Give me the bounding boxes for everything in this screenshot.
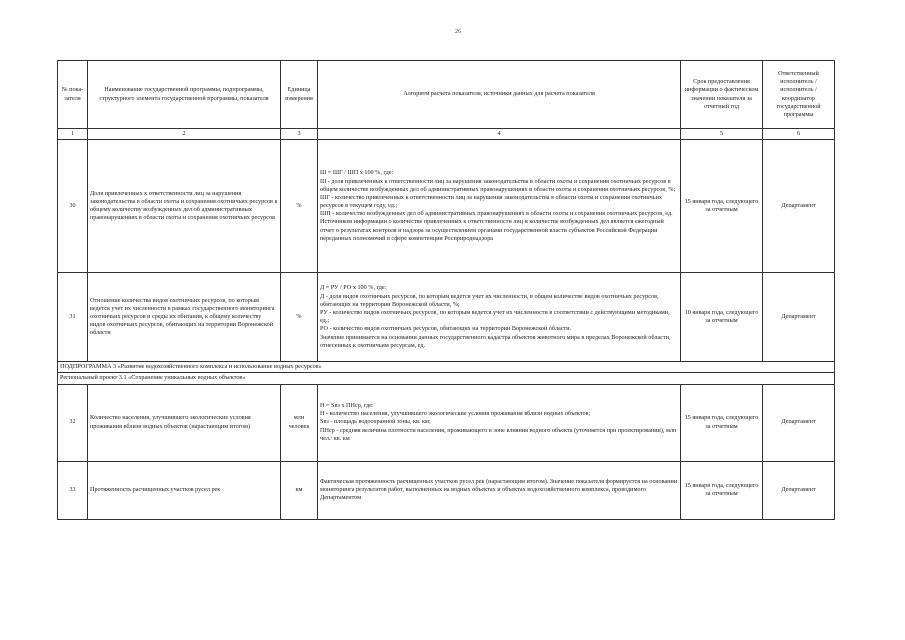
- algorithm-line: Н - количество населения, улучшившего экологические условия проживания вблизи водных объектов;: [320, 410, 591, 418]
- indicator-algorithm: [318, 384, 681, 461]
- indicator-unit: %: [281, 140, 318, 273]
- indicator-number: 31: [58, 273, 88, 362]
- header-deadline: Срок предоставления информации о фактическом значении показателя за отчетный год: [681, 61, 763, 129]
- algorithm-line: ПНср - средняя величина плотности населения, проживающего в зоне влияния водного объекта (уточняется при проектировании), млн чел./ кв. км: [320, 426, 677, 442]
- column-number: 4: [318, 129, 681, 140]
- table-row: [58, 273, 835, 362]
- indicator-unit: %: [281, 273, 318, 362]
- indicator-algorithm: [318, 140, 681, 273]
- indicator-deadline: 10 января года, следующего за отчетным: [681, 273, 763, 362]
- indicators-table: [57, 60, 835, 520]
- algorithm-line: Ш - доля привлеченных к ответственности лиц за нарушения законодательства в области охоты и сохранения охотничьих ресурсов в общем количестве возбужденных дел об административных правонарушениях в области охоты и сохранения охотничьих ресурсов, %;: [320, 177, 676, 193]
- algorithm-line: Источником информации о количестве привлеченных к ответственности лиц и количестве возбужденных дел является ежегодный отчет о результатах контроля и надзора за осуществлением органами государственной власти субъектов Российской Федерации переданных полномочий в сфере компетенции Росприроднадзора: [320, 218, 664, 242]
- indicator-deadline: 15 января года, следующего за отчетным: [681, 461, 763, 519]
- column-number: 3: [281, 129, 318, 140]
- algorithm-line: РУ - количество видов охотничьих ресурсов, по которым ведется учет их численности в соответствии с действующими методиками, ед.;: [320, 309, 670, 325]
- indicator-unit: млн человек: [281, 384, 318, 461]
- algorithm-line: ШГ - количество привлеченных к ответственности лиц за нарушения законодательства в области охоты и сохранения охотничьих ресурсов в текущем году, ед.;: [320, 193, 663, 210]
- project-row: [58, 373, 835, 384]
- table-row: [58, 384, 835, 461]
- table-row: [58, 140, 835, 273]
- indicator-name: Протяженность расчищенных участков русел рек: [88, 461, 281, 519]
- algorithm-line: РО - количество видов охотничьих ресурсов, обитающих на территории Воронежской области.: [320, 325, 572, 333]
- indicator-responsible: Департамент: [763, 461, 835, 519]
- indicator-deadline: 15 января года, следующего за отчетным: [681, 384, 763, 461]
- subprogram-label: ПОДПРОГРАММА 3 «Развитие водохозяйственного комплекса и использование водных ресурсов»: [58, 362, 835, 373]
- algorithm-line: Значение принимается на основании данных государственного кадастра объектов животного мира в пределах Воронежской области, отнесенных к охотничьим ресурсам, ед.: [320, 333, 671, 349]
- indicator-number: 33: [58, 461, 88, 519]
- algorithm-line: Д - доля видов охотничьих ресурсов, по которым ведется учет их численности, в общем количестве видов охотничьих ресурсов, обитающих на территории Воронежской области, %;: [320, 292, 659, 308]
- algorithm-line: Sвз - площадь водоохранной зоны, кв. км;: [320, 418, 431, 426]
- column-number: 6: [763, 129, 835, 140]
- page-number: 26: [455, 29, 461, 35]
- algorithm-line: Ш = ШГ / ШП х 100 %, где:: [320, 169, 394, 177]
- indicator-responsible: Департамент: [763, 273, 835, 362]
- header-algorithm: Алгоритм расчета показателя, источники данных для расчета показателя: [318, 61, 681, 129]
- indicator-number: 30: [58, 140, 88, 273]
- algorithm-line: ШП - количество возбужденных дел об административных правонарушениях в области охоты и сохранения охотничьих ресурсов, ед.: [320, 210, 673, 218]
- indicator-name: Доля привлеченных к ответственности лиц за нарушения законодательства в области охоты и сохранения охотничьих ресурсов к общему количеству возбужденных дел об административных правонарушениях в области охоты и сохранения охотничьих ресурсов: [88, 140, 281, 273]
- column-number: 2: [88, 129, 281, 140]
- indicator-deadline: 15 января года, следующего за отчетным: [681, 140, 763, 273]
- column-number-row: [58, 129, 835, 140]
- indicator-number: 32: [58, 384, 88, 461]
- algorithm-line: Д = РУ / РО х 100 %, где:: [320, 284, 387, 292]
- indicator-algorithm: [318, 461, 681, 519]
- indicator-name: Количество населения, улучшившего экологические условия проживания вблизи водных объектов (нарастающим итогом): [88, 384, 281, 461]
- header-responsible: Ответственный исполнитель / исполнитель / координатор государственной программы: [763, 61, 835, 129]
- subprogram-row: [58, 362, 835, 373]
- algorithm-line: Н = Sвз х ПНср, где:: [320, 402, 374, 410]
- column-number: 5: [681, 129, 763, 140]
- table-row: [58, 461, 835, 519]
- indicator-responsible: Департамент: [763, 140, 835, 273]
- header-name: Наименование государственной программы, подпрограммы, структурного элемента государственной программы, показателя: [88, 61, 281, 129]
- algorithm-line: Фактическая протяженность расчищенных участков русел рек (нарастающим итогом). Значение показателя формируется на основании мониторинга результатов работ, выполненных на водных объектах и объектах водохозяйственного комплекса, проводимого Департаментом: [320, 477, 678, 502]
- project-label: Региональный проект 3.1 «Сохранение уникальных водных объектов»: [58, 373, 835, 384]
- indicator-unit: км: [281, 461, 318, 519]
- column-number: 1: [58, 129, 88, 140]
- header-number: № пока-зателя: [58, 61, 88, 129]
- indicator-name: Отношение количества видов охотничьих ресурсов, по которым ведется учет их численности в рамках государственного мониторинга охотничьих ресурсов и среды их обитания, к общему количеству видов охотничьих ресурсов, обитающих на территории Воронежской области: [88, 273, 281, 362]
- table-header-row: [58, 61, 835, 129]
- indicator-algorithm: [318, 273, 681, 362]
- indicator-responsible: Департамент: [763, 384, 835, 461]
- header-unit: Единица измерения: [281, 61, 318, 129]
